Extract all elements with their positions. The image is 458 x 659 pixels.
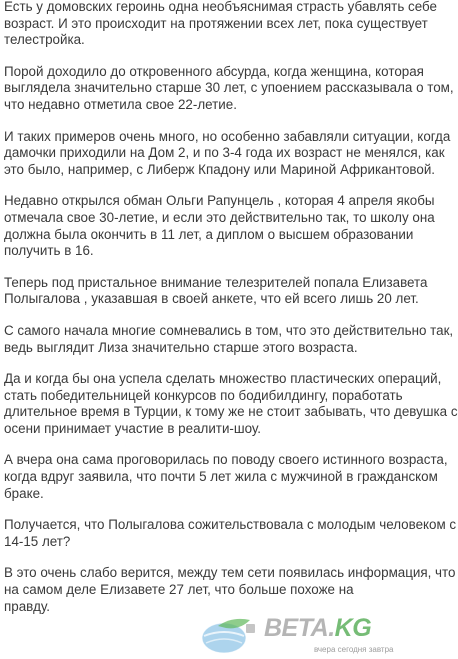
paragraph-3-line-1: И таких примеров очень много, но особенно забавляли ситуации, когда xyxy=(4,128,451,144)
paragraph-9-line-2: 14-15 лет? xyxy=(4,533,71,549)
paragraph-4-line-4: получить в 16. xyxy=(4,243,94,259)
paragraph-7-line-1: Да и когда бы она успела сделать множество пластических операций, xyxy=(4,371,442,387)
paragraph-8-line-2: когда вдруг заявила, что почти 5 лет жила с мужчиной в гражданском xyxy=(4,469,438,485)
paragraph-6-line-1: С самого начала многие сомневались в том, что это действительно так, xyxy=(4,322,454,338)
watermark-name-tld: KG xyxy=(334,614,372,642)
paragraph-9-line-1: Получается, что Полыгалова сожительствовала с молодым человеком с xyxy=(4,517,457,533)
paragraph-2 xyxy=(4,63,454,114)
paragraph-5 xyxy=(4,274,428,308)
paragraph-4-line-1: Недавно открылся обман Ольги Рапунцель , которая 4 апреля якобы xyxy=(4,193,435,209)
paragraph-7-line-4: осени принимает участие в реалити-шоу. xyxy=(4,420,261,436)
paragraph-6-line-2: ведь выглядит Лиза значительно старше этого возраста. xyxy=(4,339,358,355)
paragraph-3-line-2: дамочки приходили на Дом 2, и по 3-4 года их возраст не менялся, как xyxy=(4,145,445,161)
watermark-tagline: вчера сегодня завтра xyxy=(314,645,394,654)
paragraph-2-line-2: выглядела значительно старше 30 лет, с упоением рассказывала о том, xyxy=(4,80,454,96)
paragraph-4-line-2: отмечала свое 30-летие, и если это действительно так, то школу она xyxy=(4,209,435,225)
article-body xyxy=(4,0,458,630)
paragraph-8-line-1: А вчера она сама проговорилась по поводу своего истинного возраста, xyxy=(4,452,448,468)
paragraph-4-line-3: должна была окончить в 11 лет, а диплом о высшем образовании xyxy=(4,226,414,242)
paragraph-1-line-3: телестройка. xyxy=(4,32,85,48)
paragraph-10-line-3: правду. xyxy=(4,598,50,614)
paragraph-6 xyxy=(4,322,454,356)
paragraph-1 xyxy=(4,0,437,49)
paragraph-7 xyxy=(4,371,458,437)
paragraph-8-line-3: браке. xyxy=(4,485,44,501)
paragraph-9 xyxy=(4,517,457,550)
paragraph-8 xyxy=(4,452,448,502)
paragraph-1-line-2: возраст. И это происходит на протяжении всех лет, пока существует xyxy=(4,15,428,31)
paragraph-1-line-1: Есть у домовских героинь одна необъяснимая страсть убавлять себе xyxy=(4,0,437,14)
paragraph-2-line-1: Порой доходило до откровенного абсурда, когда женщина, которая xyxy=(4,63,424,79)
paragraph-5-line-1: Теперь под пристальное внимание телезрителей попала Елизавета xyxy=(4,274,428,290)
paragraph-5-line-2: Полыгалова , указавшая в своей анкете, что ей всего лишь 20 лет. xyxy=(4,291,419,307)
paragraph-3-line-3: это было, например, с Либерж Кпадону или Мариной Африкантовой. xyxy=(4,161,436,177)
watermark-name-main: BETA. xyxy=(264,614,335,642)
paragraph-10-line-2: на самом деле Елизавете 27 лет, что больше похоже на xyxy=(4,582,354,598)
paragraph-4 xyxy=(4,193,435,259)
paragraph-3 xyxy=(4,128,451,179)
paragraph-2-line-3: что недавно отметила свое 22-летие. xyxy=(4,96,237,112)
paragraph-10-line-1: В это очень слабо верится, между тем сети появилась информация, что xyxy=(4,565,456,581)
paragraph-7-line-3: длительное время в Турции, к тому же не стоит забывать, что девушка с xyxy=(4,404,458,420)
paragraph-7-line-2: стать победительницей конкурсов по бодибилдингу, поработать xyxy=(4,387,403,403)
paragraph-10 xyxy=(4,565,456,615)
